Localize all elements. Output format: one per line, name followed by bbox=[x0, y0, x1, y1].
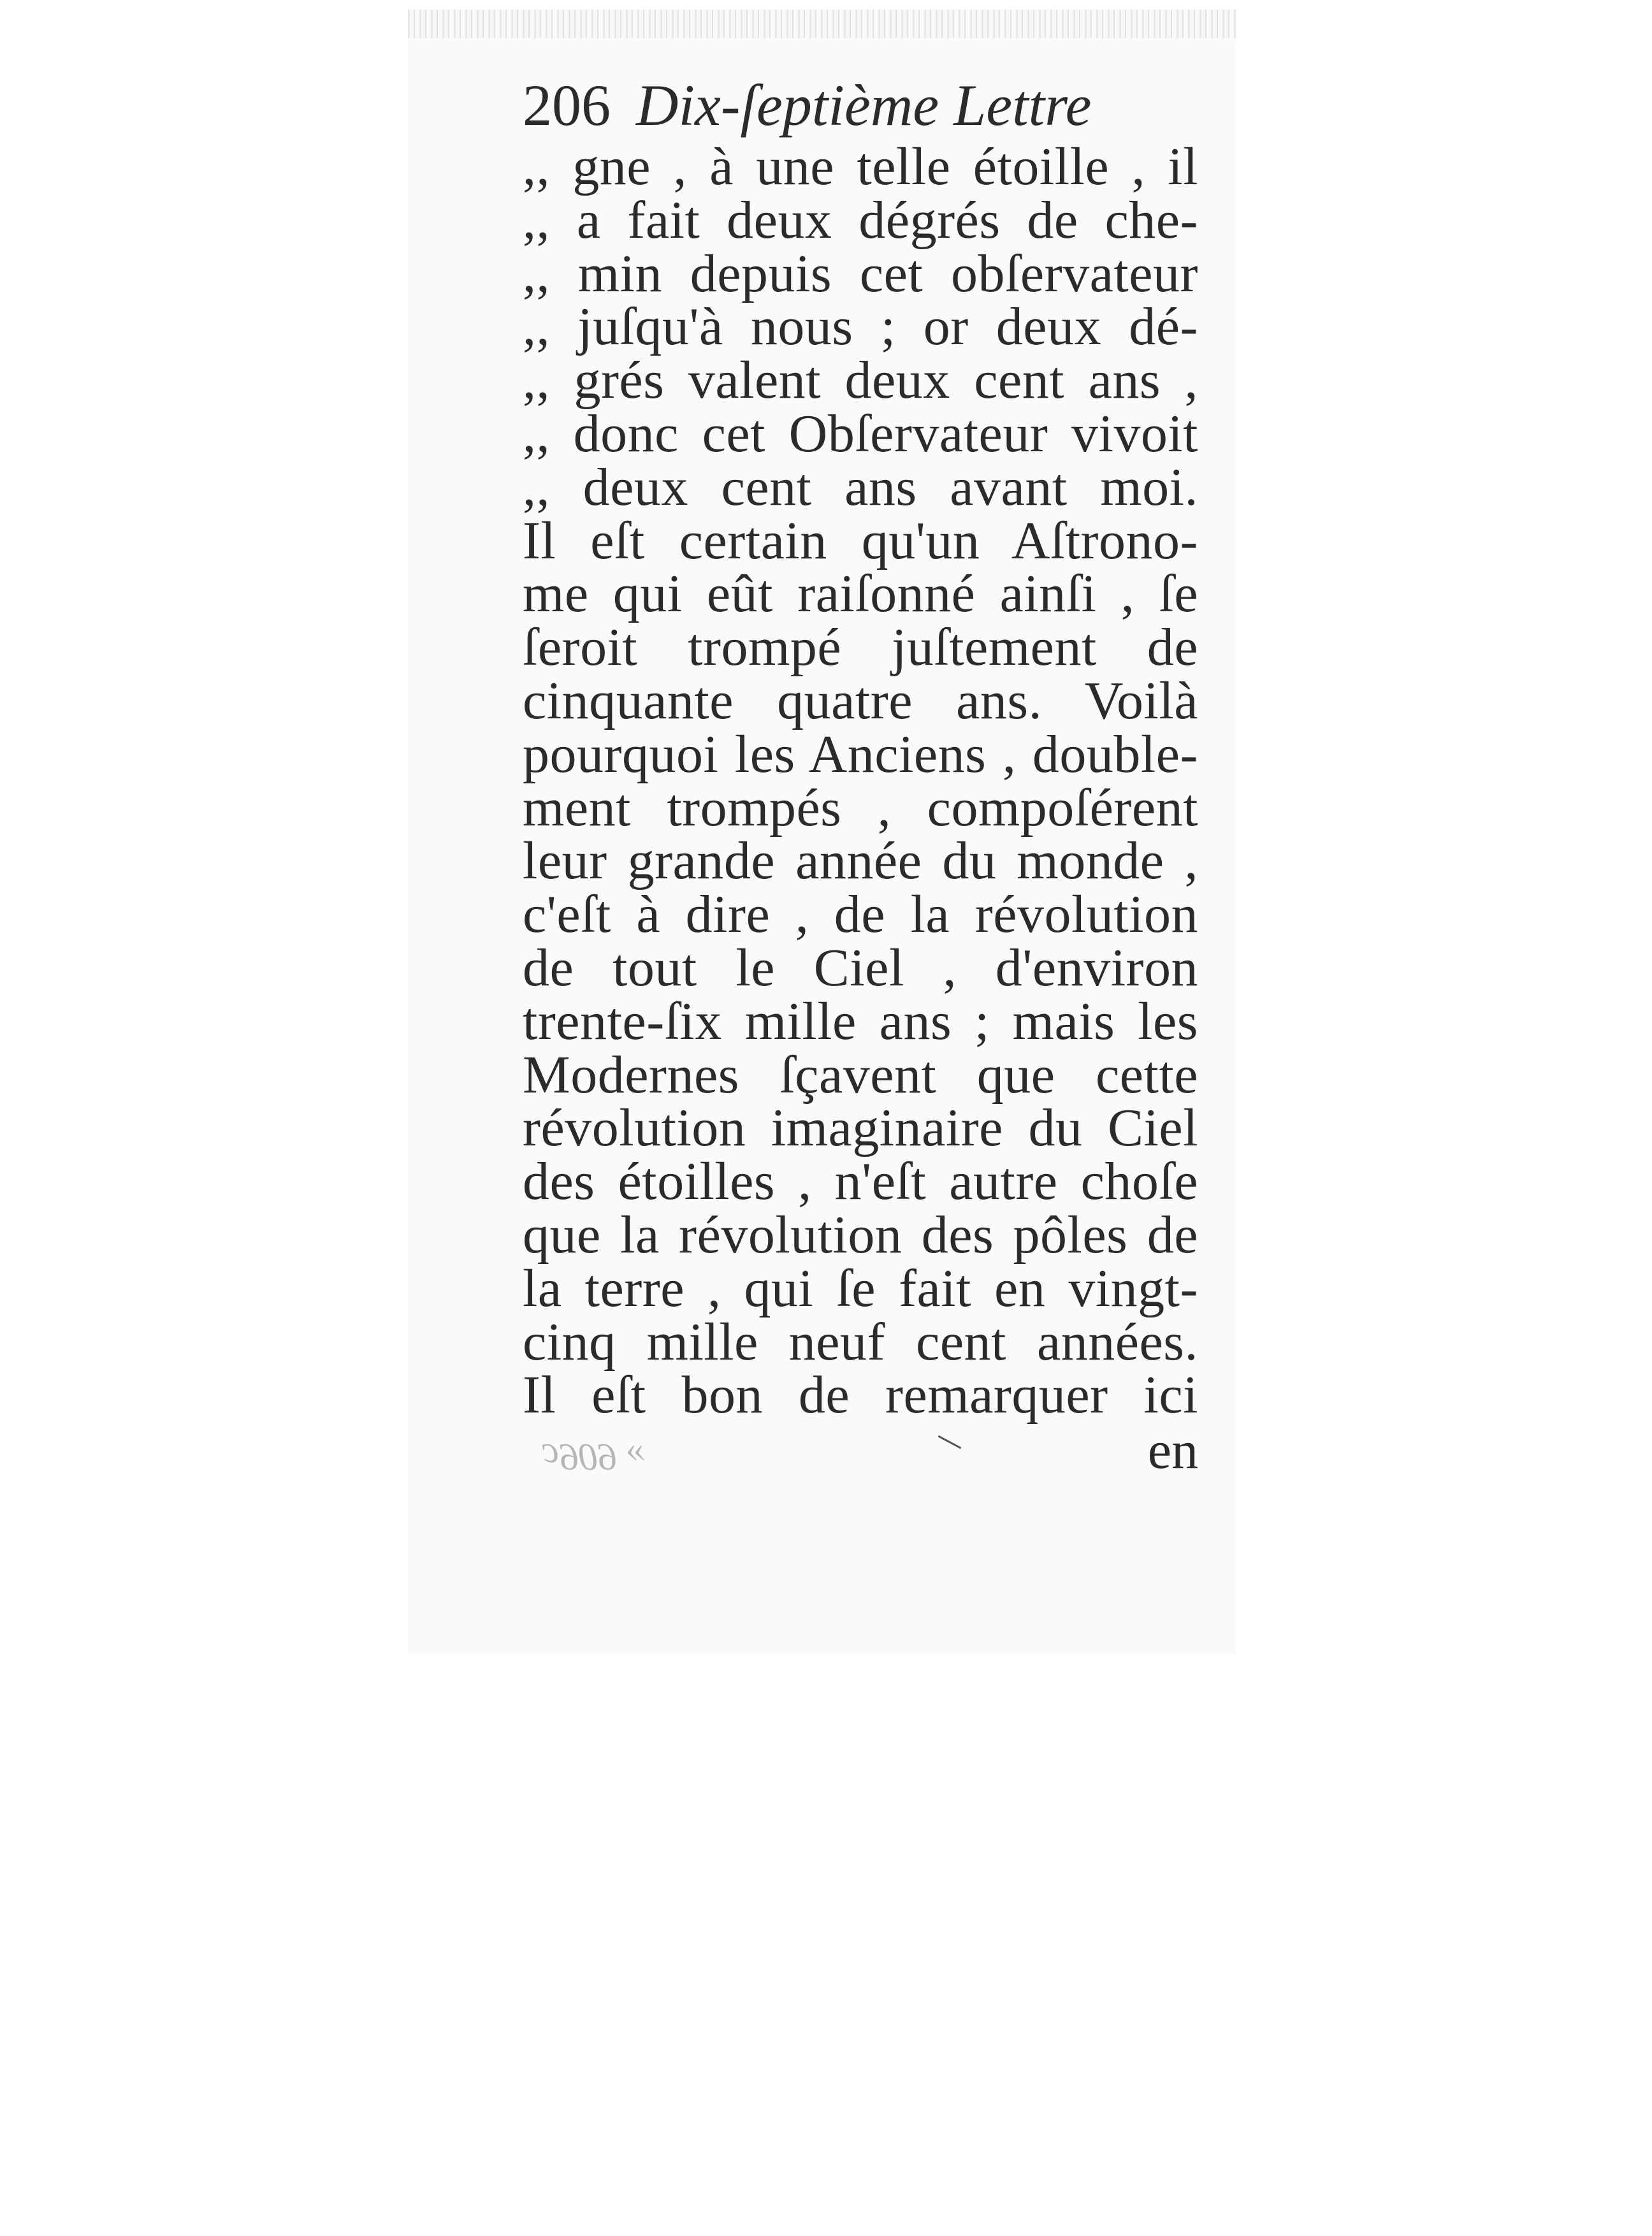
text-line: que la révolution des pôles de bbox=[523, 1205, 1198, 1265]
body-text bbox=[523, 137, 1198, 1425]
text-line: la terre , qui ſe fait en vingt- bbox=[523, 1258, 1198, 1318]
running-title: Dix-ſeptième Lettre bbox=[636, 73, 1092, 138]
text-line: ,, grés valent deux cent ans , bbox=[523, 351, 1198, 410]
text-line: de tout le Ciel , d'environ bbox=[523, 938, 1198, 998]
text-line: ,, donc cet Obſervateur vivoit bbox=[523, 403, 1198, 463]
text-line: leur grande année du monde , bbox=[523, 831, 1198, 891]
text-line: Il eſt certain qu'un Aſtrono- bbox=[523, 511, 1198, 570]
text-line: ,, min depuis cet obſervateur bbox=[523, 243, 1198, 303]
text-line: ment trompés , compoſérent bbox=[523, 778, 1198, 838]
text-line: ſeroit trompé juſtement de bbox=[523, 618, 1198, 678]
text-line: pourquoi les Anciens , double- bbox=[523, 724, 1198, 784]
catchword: en bbox=[1147, 1421, 1198, 1481]
text-line: trente-ſix mille ans ; mais les bbox=[523, 991, 1198, 1051]
text-line: cinq mille neuf cent années. bbox=[523, 1312, 1198, 1372]
running-head bbox=[523, 70, 1198, 140]
text-line: des étoilles , n'eſt autre choſe bbox=[523, 1152, 1198, 1212]
catchword-row bbox=[523, 1422, 1198, 1479]
ink-mark bbox=[938, 1435, 962, 1449]
text-line: cinquante quatre ans. Voilà bbox=[523, 671, 1198, 730]
text-line: Il eſt bon de remarquer ici bbox=[523, 1365, 1198, 1425]
text-line: ,, juſqu'à nous ; or deux dé- bbox=[523, 297, 1198, 357]
page-number: 206 bbox=[523, 73, 611, 138]
text-line: ,, a fait deux dégrés de che- bbox=[523, 190, 1198, 250]
book-page bbox=[523, 70, 1198, 1479]
text-line: Modernes ſçavent que cette bbox=[523, 1045, 1198, 1105]
text-line: ,, gne , à une telle étoille , il bbox=[523, 137, 1198, 196]
library-stamp-mark: ɔ909 « bbox=[542, 1436, 645, 1479]
text-line: me qui eût raiſonné ainſi , ſe bbox=[523, 564, 1198, 624]
text-line: révolution imaginaire du Ciel bbox=[523, 1098, 1198, 1158]
text-line: ,, deux cent ans avant moi. bbox=[523, 457, 1198, 517]
scan-edge-noise bbox=[408, 10, 1236, 38]
text-line: c'eſt à dire , de la révolution bbox=[523, 885, 1198, 945]
